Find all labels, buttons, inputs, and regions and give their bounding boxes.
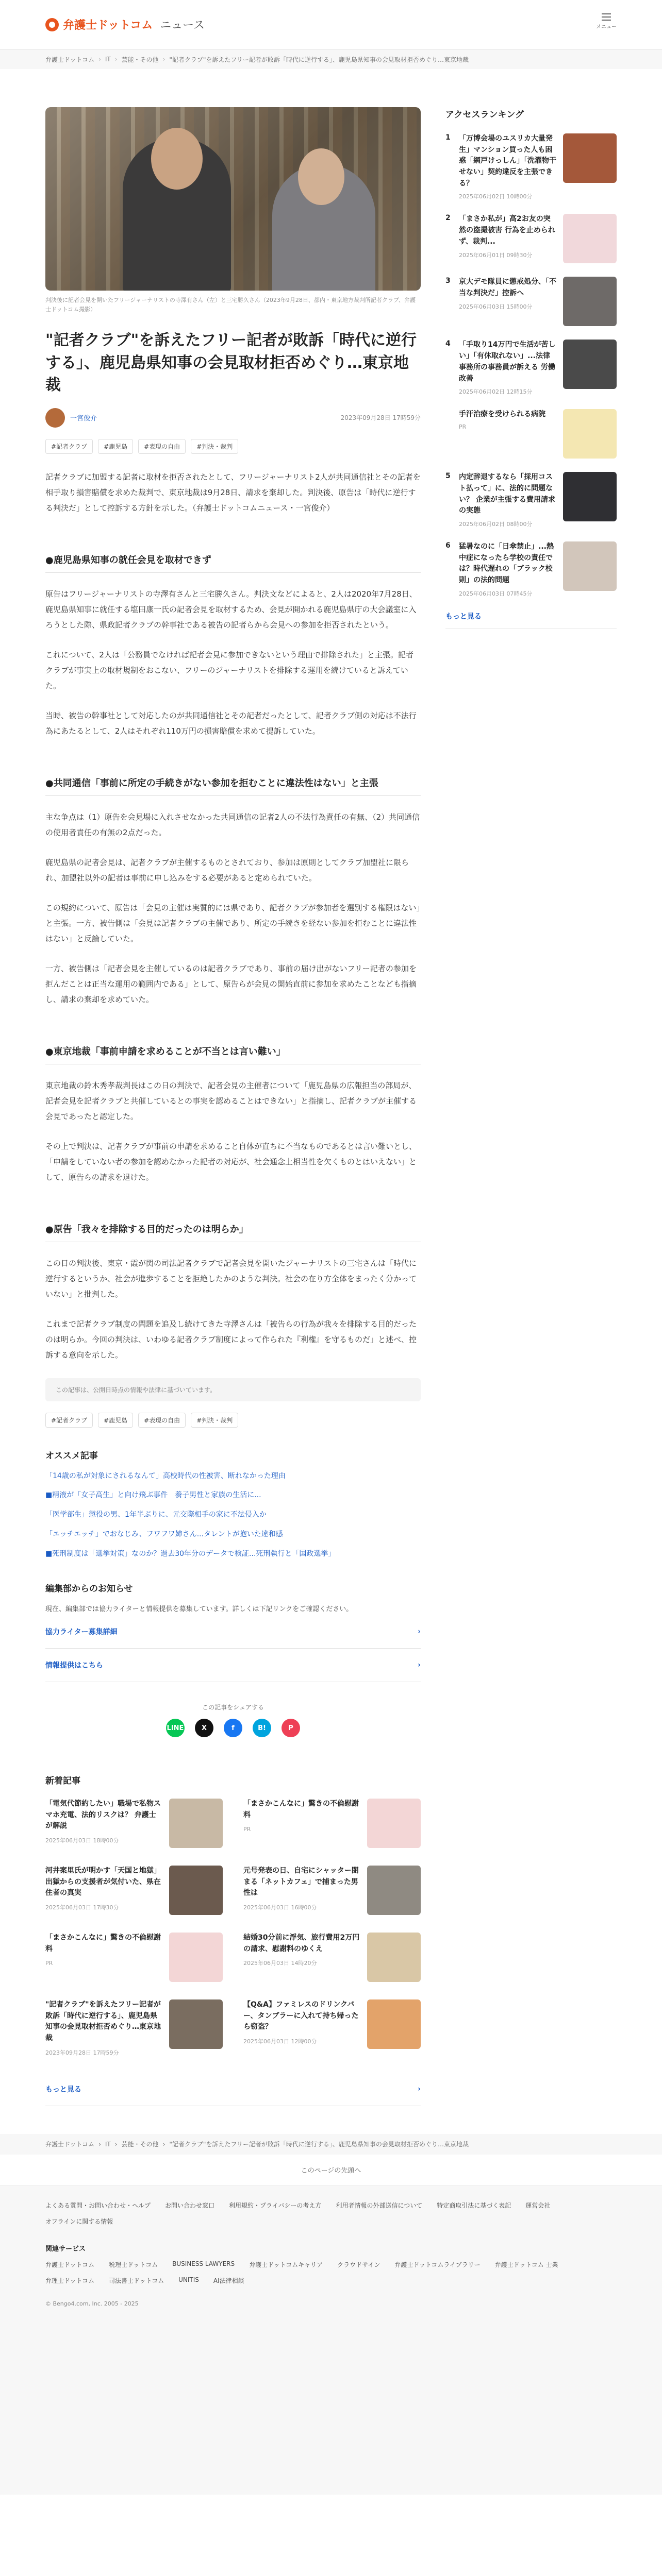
section-heading: ●鹿児島県知事の就任会見を取材できず (45, 553, 421, 573)
ranking-item[interactable] (445, 541, 617, 598)
paragraph: 原告はフリージャーナリストの寺澤有さんと三宅勝久さん。判決文などによると、2人は2020年7月28日、鹿児島県知事に就任する塩田康一氏の記者会見を取材するため、会見が開かれる鹿児島県庁の大会議室に入ろうとした際、県政記者クラブの幹事社である被告の記者らから会見への参加を拒否されたという。 (45, 589, 417, 630)
service-link[interactable]: 弁理士ドットコム (45, 2277, 95, 2284)
news-thumbnail (169, 1999, 223, 2049)
footer-link[interactable]: 利用規約・プライバシーの考え方 (229, 2201, 322, 2209)
recommend-link[interactable]: ■精液が「女子高生」と向け飛ぶ事件 養子男性と家族の生活に... (45, 1491, 261, 1500)
chevron-right-icon: › (162, 56, 166, 63)
breadcrumb-current: "記者クラブ"を訴えたフリー記者が敗訴「時代に逆行する」、鹿児島県知事の会見取材拒否めぐり…東京地裁 (169, 2141, 469, 2148)
news-date: 2025年06月03日 17時30分 (45, 1904, 119, 1911)
paragraph: これについて、2人は「公務員でなければ記者会見に参加できないという理由で排除された」と主張。記者クラブが事実上の取材規制をおこない、フリーのジャーナリストを排除する運用を続けていると訴えていた。 (45, 650, 413, 690)
news-more-link[interactable] (45, 2073, 421, 2106)
article-main (45, 107, 421, 2106)
chevron-right-icon: › (418, 1661, 421, 1670)
paragraph: 東京地裁の鈴木秀孝裁判長はこの日の判決で、記者会見の主催者について「鹿児島県の広報担当の部局が、記者会見を記者クラブと共催しているとの事実を認めることはできない」と指摘し、記者クラブが主催する会見であったと認定した。 (45, 1080, 417, 1121)
rank-number (445, 409, 453, 459)
news-date: 2025年06月03日 12時00分 (243, 2038, 317, 2045)
rank-text: 手汗治療を受けられる病院 (459, 410, 545, 419)
rank-date: 2025年06月02日 10時00分 (459, 193, 533, 200)
news-item[interactable] (243, 1933, 421, 1982)
news-thumbnail (169, 1866, 223, 1915)
service-link[interactable]: 税理士ドットコム (109, 2261, 158, 2268)
logo-icon (45, 18, 59, 31)
recommend-link[interactable]: 「エッチエッチ」でおなじみ、フワフワ姉さん...タレントが抱いた違和感 (45, 1530, 283, 1539)
menu-label: メニュー (596, 24, 617, 30)
rank-number: 3 (445, 277, 451, 285)
pocket-share-icon[interactable]: P (282, 1719, 300, 1737)
rank-number: 6 (445, 541, 451, 550)
share-section (45, 1703, 421, 1737)
rank-number: 4 (445, 340, 451, 348)
image-caption: 判決後に記者会見を開いたフリージャーナリストの寺澤有さん（左）と三宅勝久さん（2023年9月28日、都内・東京地方裁判所記者クラブ、弁護士ドットコム撮影） (45, 297, 416, 313)
breadcrumb-home[interactable]: 弁護士ドットコム (45, 56, 95, 63)
service-link[interactable]: 司法書士ドットコム (109, 2277, 164, 2284)
paragraph: 主な争点は（1）原告を会見場に入れさせなかった共同通信の記者2人の不法行為責任の有無、（2）共同通信の使用者責任の有無の2点だった。 (45, 812, 420, 837)
rank-date: 2025年06月02日 12時15分 (459, 388, 533, 396)
lead-paragraph: 記者クラブに加盟する記者に取材を拒否されたとして、フリージャーナリスト2人が共同通信社とその記者を相手取り損害賠償を求めた裁判で、東京地裁は9月28日、請求を棄却した。判決後、原告は「時代に逆行する判決だ」として控訴する方針を示した。（弁護士ドットコムニュース・一宮俊介） (45, 472, 421, 513)
hero-image (45, 107, 421, 291)
menu-button[interactable] (596, 13, 617, 30)
tag-list-bottom (45, 1413, 421, 1428)
rank-text: 「まさか私が」高2お友の突然の盗撮被害 行為を止められず、裁判... (459, 215, 555, 246)
footer-link[interactable]: オフラインに関する情報 (45, 2217, 113, 2225)
paragraph: 当時、被告の幹事社として対応したのが共同通信社とその記者だったとして、記者クラブ側の対応は不法行為にあたるとして、2人はそれぞれ110万円の損害賠償を求めて提訴していた。 (45, 710, 417, 736)
breadcrumb-subcategory[interactable]: 芸能・その他 (121, 2141, 159, 2148)
news-item[interactable] (45, 1799, 223, 1848)
tag[interactable]: #鹿児島 (98, 1413, 133, 1428)
sidebar (445, 107, 617, 2106)
news-date: 2025年06月03日 14時20分 (243, 1960, 317, 1967)
tip-submit-link[interactable] (45, 1649, 421, 1682)
rank-text: 内定辞退するなら「採用コスト払って」に、法的に問題ない？ 企業が主張する費用請求の実態 (459, 473, 555, 515)
recommend-link[interactable]: 「医学部生」懲役の男、1年半ぶりに、元交際相手の家に不法侵入か (45, 1511, 267, 1519)
news-thumbnail (367, 1999, 421, 2049)
chevron-right-icon: › (114, 2140, 118, 2148)
news-text: 「まさかこんなに」驚きの不倫慰謝料 (45, 1934, 161, 1953)
ranking-item[interactable] (445, 277, 617, 326)
footer-links (45, 2201, 617, 2226)
rank-text: 「手取り14万円で生活が苦しい」「有休取れない」...法律事務所の事務員が訴える 労働改善 (459, 341, 556, 383)
rank-number: 2 (445, 214, 451, 223)
services-title: 関連サービス (45, 2245, 86, 2253)
section-heading: ●共同通信「事前に所定の手続きがない参加を拒むことに違法性はない」と主張 (45, 776, 421, 796)
news-thumbnail (367, 1866, 421, 1915)
rank-thumbnail (563, 472, 617, 521)
tag[interactable]: #表現の自由 (138, 439, 186, 454)
rank-date: 2025年06月02日 08時00分 (459, 520, 533, 528)
section-heading: ●原告「我々を排除する目的だったのは明らか」 (45, 1222, 421, 1242)
footer-link[interactable]: よくある質問・お問い合わせ・ヘルプ (45, 2201, 151, 2209)
news-date: 2023年09月28日 17時59分 (45, 2049, 119, 2056)
rank-thumbnail (563, 409, 617, 459)
rank-thumbnail (563, 541, 617, 591)
news-item[interactable] (45, 1933, 223, 1982)
service-links (45, 2260, 617, 2285)
news-grid (45, 1799, 421, 2057)
ranking-ad[interactable] (445, 409, 617, 459)
ranking-item[interactable] (445, 214, 617, 263)
article-body (45, 469, 421, 1363)
paragraph: 一方、被告側は「記者会見を主催しているのは記者クラブであり、事前の届け出がないフリー記者の参加を拒んだことは正当な運用の範囲内である」として、原告らが会見の開始直前に参加を求めたことなども指摘し、請求の棄却を求めていた。 (45, 963, 417, 1004)
facebook-share-icon[interactable]: f (224, 1719, 242, 1737)
news-text: 「まさかこんなに」驚きの不倫慰謝料 (243, 1800, 359, 1819)
service-link[interactable]: 弁護士ドットコムキャリア (249, 2261, 323, 2268)
rank-thumbnail (563, 277, 617, 326)
rank-date: 2025年06月01日 09時30分 (459, 251, 533, 259)
ranking-item[interactable] (445, 133, 617, 200)
author-avatar[interactable] (45, 408, 65, 428)
logo-text: 弁護士ドットコム (63, 19, 153, 32)
tag[interactable]: #判決・裁判 (191, 1413, 238, 1428)
hatena-share-icon[interactable]: B! (253, 1719, 271, 1737)
tag[interactable]: #判決・裁判 (191, 439, 238, 454)
byline (45, 408, 421, 428)
rank-text: 京大デモ隊員に懲戒処分、「不当な判決だ」控訴へ (459, 278, 556, 298)
recommend-link[interactable]: ■死刑制度は「選挙対策」なのか？過去30年分のデータで検証...死刑執行と「国政選挙」 (45, 1549, 336, 1558)
site-header (0, 0, 662, 49)
tag-list (45, 439, 421, 454)
site-footer (0, 2185, 662, 2495)
footer-link[interactable]: 運営会社 (525, 2201, 551, 2209)
recommend-link[interactable]: 「14歳の私が対象にされるなんて」高校時代の性被害、断れなかった理由 (45, 1471, 286, 1480)
ranking-item[interactable] (445, 340, 617, 396)
back-to-top-link[interactable]: このページの先頭へ (0, 2155, 662, 2185)
paragraph: この規約について、原告は「会見の主催は実質的には県であり、記者クラブが参加者を選別する権限はない」と主張。一方、被告側は「会見は記者クラブの主催であり、所定の手続きを経ない参加を拒むことに違法性はない」と反論していた。 (45, 903, 420, 943)
news-thumbnail (169, 1799, 223, 1848)
breadcrumb-home[interactable]: 弁護士ドットコム (45, 2141, 95, 2148)
tag[interactable]: #表現の自由 (138, 1413, 186, 1428)
x-share-icon[interactable]: X (195, 1719, 213, 1737)
writer-recruit-link[interactable] (45, 1615, 421, 1649)
rank-text: 「万博会場のユスリカ大量発生」マンション買った人も困惑「網戸けっしん」「洗濯物干せない」契約違反を主張できる？ (459, 134, 556, 188)
breadcrumb-current: "記者クラブ"を訴えたフリー記者が敗訴「時代に逆行する」、鹿児島県知事の会見取材拒否めぐり…東京地裁 (169, 56, 469, 63)
ranking-item[interactable] (445, 472, 617, 528)
tag[interactable]: #記者クラブ (45, 1413, 93, 1428)
breadcrumb-category[interactable]: IT (105, 2140, 111, 2148)
service-link[interactable]: 弁護士ドットコム (45, 2261, 95, 2268)
breadcrumb-subcategory[interactable]: 芸能・その他 (121, 56, 159, 63)
breadcrumb (0, 49, 662, 69)
news-thumbnail (367, 1799, 421, 1848)
tag[interactable]: #記者クラブ (45, 439, 93, 454)
footer-link[interactable]: 利用者情報の外部送信について (336, 2201, 423, 2209)
rank-thumbnail (563, 133, 617, 183)
rank-date: PR (459, 423, 467, 430)
breadcrumb-category[interactable]: IT (105, 56, 111, 63)
article-note: この記事は、公開日時点の情報や法律に基づいています。 (45, 1378, 421, 1401)
hamburger-icon (602, 13, 611, 21)
ranking-title: アクセスランキング (445, 110, 524, 120)
news-item[interactable] (45, 1866, 223, 1915)
news-date: PR (45, 1960, 53, 1967)
news-date: 2025年06月03日 18時00分 (45, 1837, 119, 1844)
rank-number: 5 (445, 472, 451, 481)
news-text: 「電気代節約したい」職場で私物スマホ充電、法的リスクは？ 弁護士が解説 (45, 1800, 161, 1831)
paragraph: この日の判決後、東京・霞が関の司法記者クラブで記者会見を開いたジャーナリストの三宅さんは「時代に逆行するというか、社会が進歩することを拒絶したかのような判決。社会の在り方全体をまったく分かっていない」と批判した。 (45, 1258, 417, 1299)
chevron-right-icon: › (114, 56, 118, 63)
chevron-right-icon: › (418, 1628, 421, 1636)
service-link[interactable]: クラウドサイン (337, 2261, 380, 2268)
rank-text: 猛暑なのに「日傘禁止」...熱中症になったら学校の責任では？時代遅れの「ブラック校則」の法的問題 (459, 542, 554, 584)
rank-date: 2025年06月03日 15時00分 (459, 303, 533, 310)
article-title: "記者クラブ"を訴えたフリー記者が敗訴「時代に逆行する」、鹿児島県知事の会見取材拒否めぐり…東京地裁 (45, 331, 417, 395)
rank-number: 1 (445, 133, 451, 142)
section-heading: ●東京地裁「事前申請を求めることが不当とは言い難い」 (45, 1044, 421, 1064)
footer-link[interactable]: 特定商取引法に基づく表記 (437, 2201, 511, 2209)
news-text: 結婚30分前に浮気、旅行費用2万円の請求、慰謝料のゆくえ (243, 1934, 360, 1953)
news-item[interactable] (45, 1999, 223, 2057)
link-label: 情報提供はこちら (45, 1662, 103, 1670)
tag[interactable]: #鹿児島 (98, 439, 133, 454)
site-logo[interactable] (45, 16, 205, 32)
news-text: "記者クラブ"を訴えたフリー記者が敗訴「時代に逆行する」、鹿児島県知事の会見取材拒否めぐり…東京地裁 (45, 2001, 161, 2043)
author-name[interactable]: 一宮俊介 (70, 415, 97, 423)
link-label: 協力ライター募集詳細 (45, 1628, 118, 1637)
chevron-right-icon: › (162, 2140, 166, 2148)
paragraph: 鹿児島県の記者会見は、記者クラブが主催するものとされており、参加は原則としてクラブ加盟社に限られ、加盟社以外の記者は事前に申し込みをする必要があると定められていた。 (45, 857, 409, 883)
service-link[interactable]: 弁護士ドットコム 士業 (494, 2261, 558, 2268)
news-item[interactable] (243, 1799, 421, 1848)
service-link[interactable]: UNITIS (178, 2276, 199, 2283)
news-title: 新着記事 (45, 1776, 80, 1787)
paragraph: その上で判決は、記者クラブが事前の申請を求めること自体が直ちに不当なものであるとは言い難いとし、「申請をしていない者の参加を認めなかった記者の対応が、社会通念上相当性を欠くものとはいえない」として、原告らの請求を退けた。 (45, 1141, 417, 1182)
service-link[interactable]: AI法律相談 (213, 2277, 244, 2284)
news-text: 元号発表の日、自宅にシャッター閉まる「ネットカフェ」で捕まった男性は (243, 1867, 359, 1897)
link-label: もっと見る (45, 2085, 81, 2094)
news-date: PR (243, 1826, 251, 1833)
ranking-more-link[interactable]: もっと見る (445, 611, 617, 629)
chevron-right-icon: › (418, 2084, 421, 2093)
chevron-right-icon: › (98, 56, 101, 63)
publish-date: 2023年09月28日 17時59分 (340, 414, 421, 422)
copyright: © Bengo4.com, Inc. 2005 - 2025 (45, 2300, 139, 2307)
logo-subtitle: ニュース (160, 19, 205, 32)
editorial-text: 現在、編集部では協力ライターと情報提供を募集しています。詳しくは下記リンクをご確認ください。 (45, 1605, 353, 1613)
news-text: 【Q&A】ファミレスのドリンクバー、タンブラーに入れて持ち帰ったら窃盗？ (243, 2001, 359, 2031)
rank-thumbnail (563, 340, 617, 389)
service-link[interactable]: BUSINESS LAWYERS (172, 2260, 235, 2267)
chevron-right-icon: › (98, 2140, 101, 2148)
share-label: この記事をシェアする (202, 1704, 264, 1711)
news-item[interactable] (243, 1866, 421, 1915)
footer-breadcrumb (0, 2134, 662, 2155)
editorial-title: 編集部からのお知らせ (45, 1583, 133, 1594)
news-date: 2025年06月03日 16時00分 (243, 1904, 317, 1911)
line-share-icon[interactable]: LINE (166, 1719, 185, 1737)
news-item[interactable] (243, 1999, 421, 2057)
recommend-title: オススメ記事 (45, 1450, 98, 1461)
rank-date: 2025年06月03日 07時45分 (459, 590, 533, 597)
news-thumbnail (367, 1933, 421, 1982)
footer-link[interactable]: お問い合わせ窓口 (165, 2201, 215, 2209)
news-text: 河井案里氏が明かす「天国と地獄」出獄からの支援者が気付いた、県在住者の真実 (45, 1867, 161, 1897)
news-thumbnail (169, 1933, 223, 1982)
service-link[interactable]: 弁護士ドットコムライブラリー (394, 2261, 481, 2268)
paragraph: これまで記者クラブ制度の問題を追及し続けてきた寺澤さんは「被告らの行為が我々を排除する目的だったのは明らか。今回の判決は、いわゆる記者クラブ制度によって作られた『利権』を守るものだ」と述べ、控訴する意向を示した。 (45, 1319, 417, 1360)
rank-thumbnail (563, 214, 617, 263)
